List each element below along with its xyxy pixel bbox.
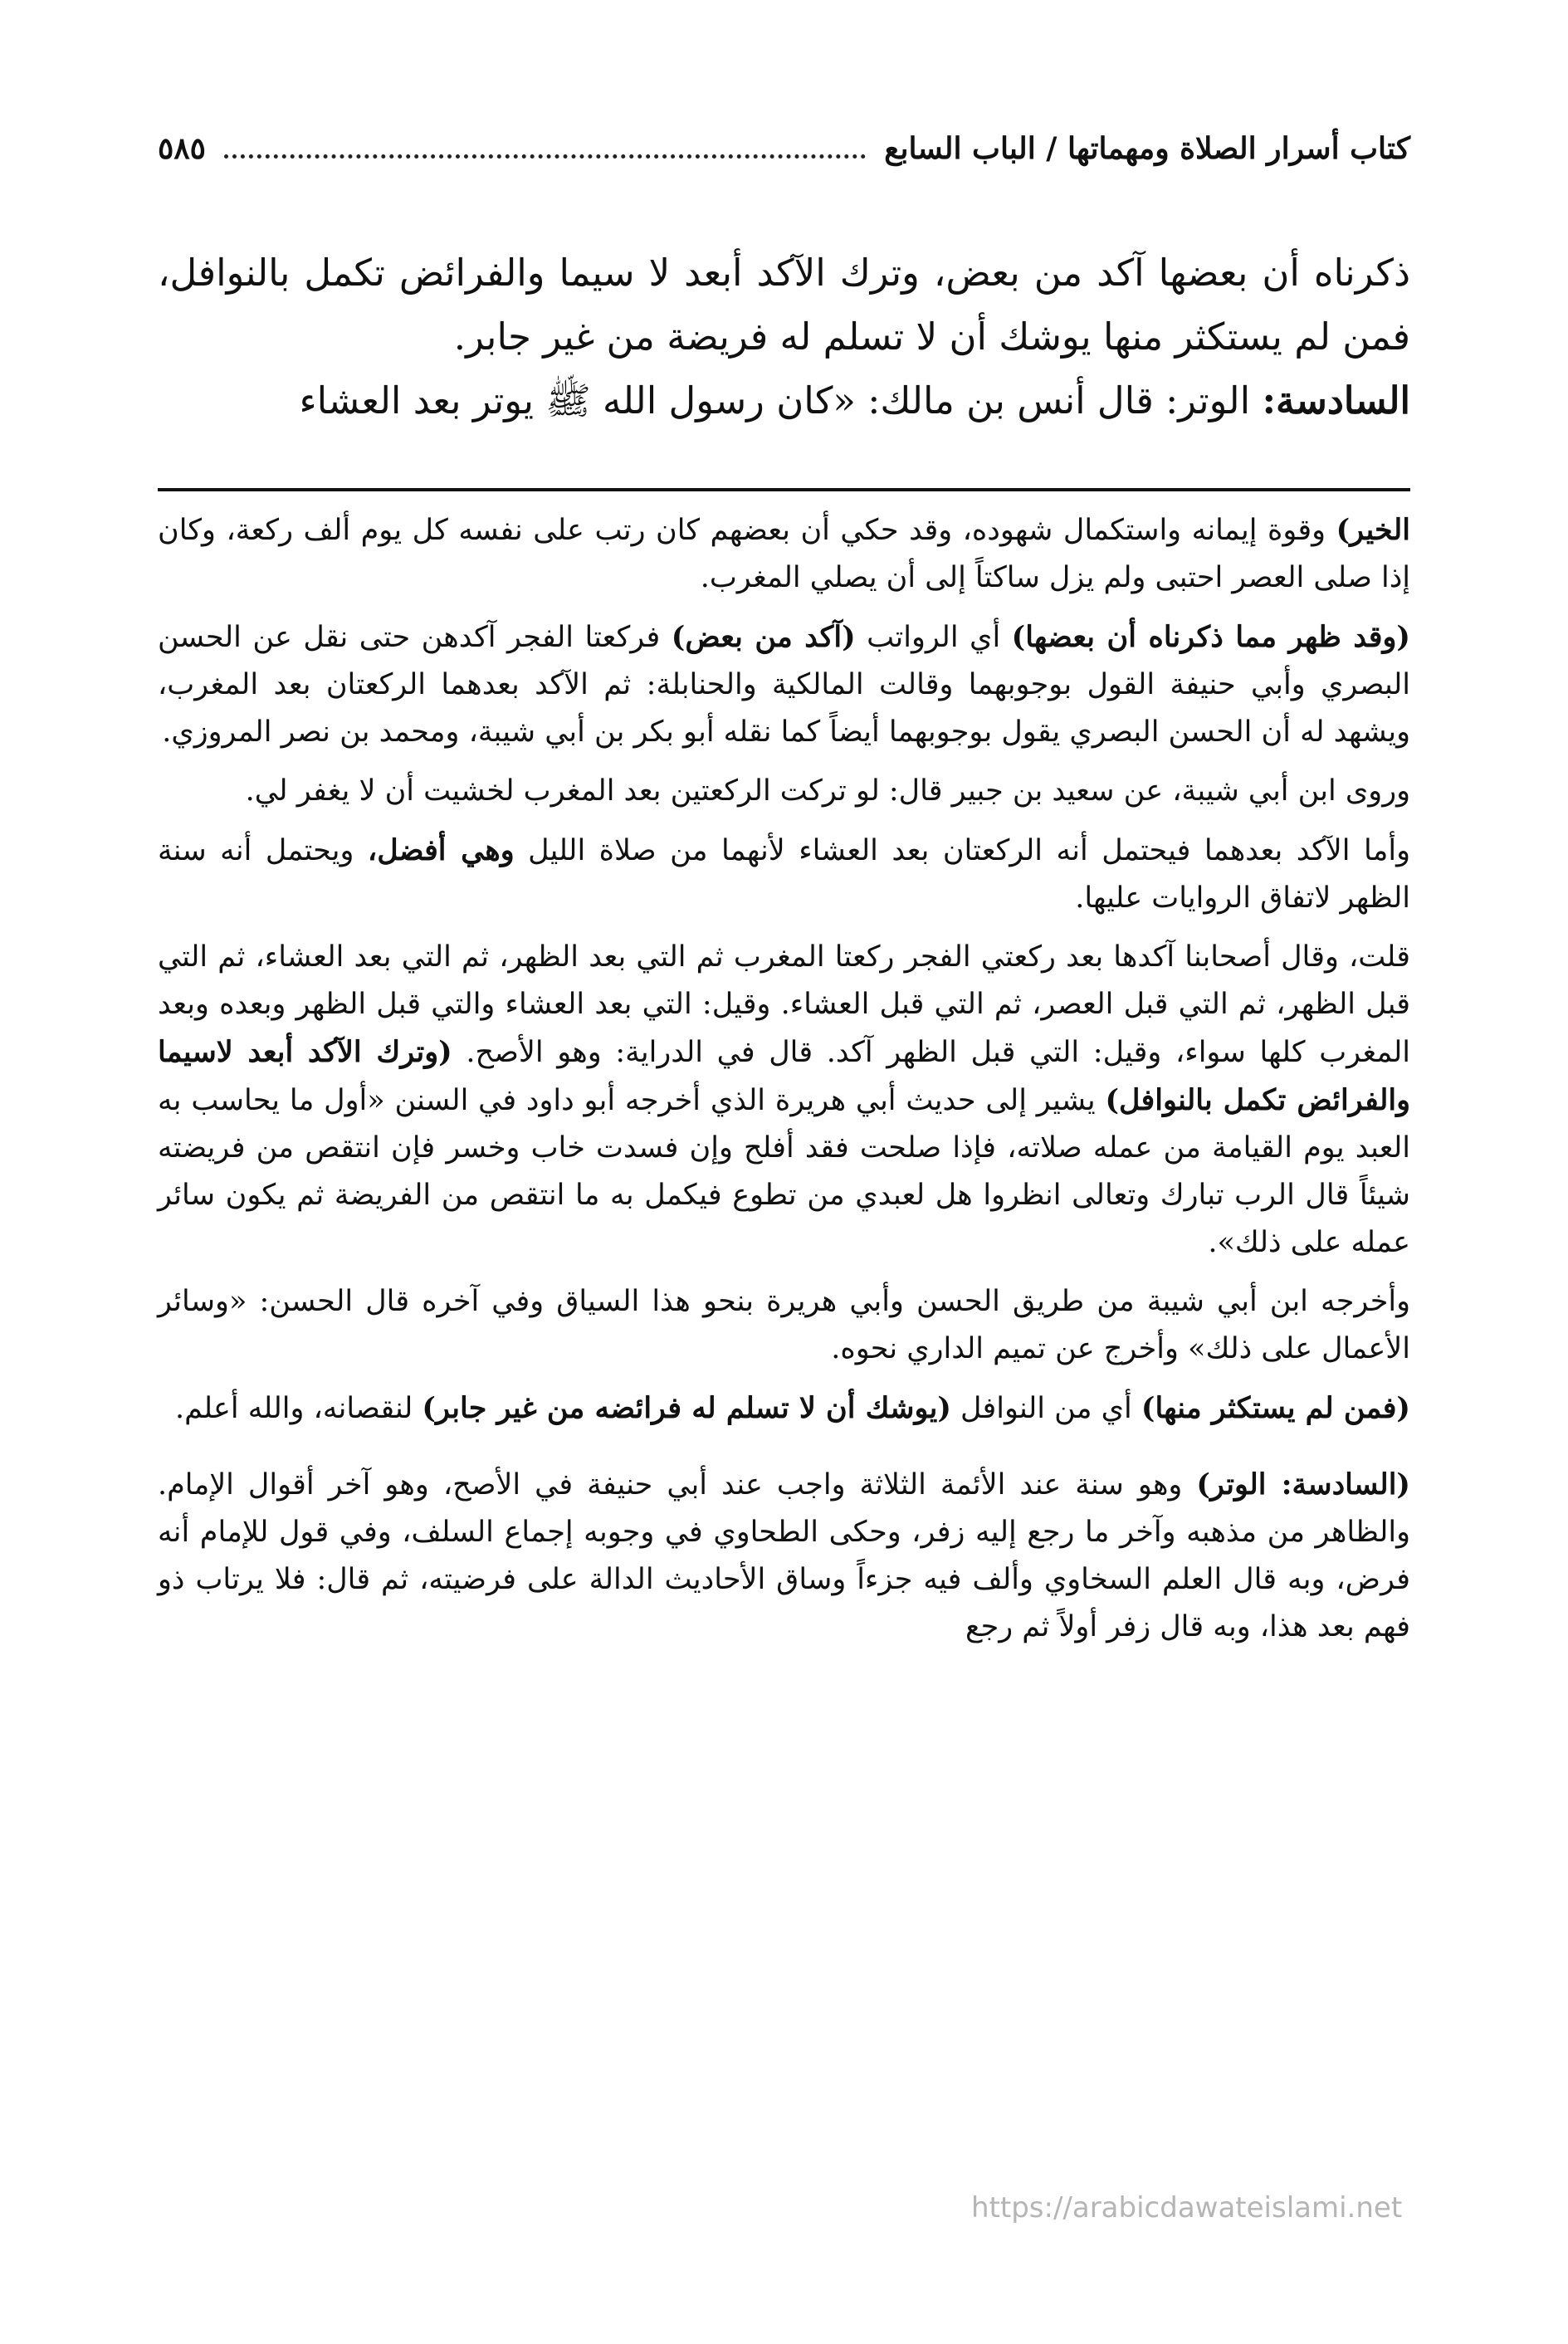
page-number: ٥٨٥ — [158, 131, 207, 166]
quoted-matn: (آكد من بعض) — [671, 620, 856, 654]
quoted-matn: (وقد ظهر مما ذكرناه أن بعضها) — [1011, 620, 1410, 654]
commentary-text: أي الرواتب — [867, 621, 1001, 654]
commentary-text: قلت، وقال أصحابنا آكدها بعد ركعتي الفجر ركعتا المغرب ثم التي بعد الظهر، ثم التي بعد العشاء، ثم التي قبل الظهر، ثم التي قبل العصر، ثم التي قبل العشاء. وقيل: التي بعد العشاء والتي قبل الظهر وبعده وبعد المغرب كلها سواء، وقيل: التي قبل الظهر آكد. قال في الدراية: وهو الأصح. — [158, 940, 1410, 1069]
commentary-paragraph — [158, 827, 1410, 922]
commentary-paragraph — [158, 768, 1410, 815]
quoted-matn: (وترك الآكد أبعد لاسيما والفرائض تكمل بالنوافل) — [158, 1035, 1410, 1117]
quoted-matn: (يوشك أن لا تسلم له فرائضه من غير جابر) — [422, 1391, 951, 1425]
commentary-paragraph — [158, 506, 1410, 602]
commentary-paragraph — [158, 934, 1410, 1267]
watermark-url: https://arabicdawateislami.net — [971, 2191, 1403, 2224]
quoted-matn: (السادسة: الوتر) — [1196, 1467, 1410, 1502]
commentary-paragraph — [158, 1384, 1410, 1433]
commentary-text: وأما الآكد بعدهما فيحتمل أنه الركعتان بعد العشاء لأنهما من صلاة الليل — [528, 834, 1410, 867]
section-label: السادسة: — [1262, 378, 1410, 422]
commentary-text: ويحتمل أنه سنة الظهر لاتفاق الروايات عليها. — [158, 834, 1410, 915]
commentary-paragraph — [158, 613, 1410, 756]
main-text — [158, 241, 1410, 432]
commentary-text: يشير إلى حديث أبي هريرة الذي أخرجه أبو داود في السنن «أول ما يحاسب به العبد يوم القيامة من عمله صلاته، فإذا صلحت فقد أفلح وإن فسدت خاب وخسر فإن انتقص من فريضته شيئاً قال الرب تبارك وتعالى انظروا هل لعبدي من تطوع فيكمل به ما انتقص من الفريضة ثم يكون سائر عمله على ذلك». — [158, 1084, 1410, 1259]
main-paragraph — [158, 241, 1410, 369]
commentary — [158, 506, 1410, 1663]
quoted-matn: الخير) — [1336, 513, 1410, 547]
main-line: الوتر: قال أنس بن مالك: «كان رسول الله ﷺ يوتر بعد العشاء — [299, 378, 1251, 422]
commentary-text: وأخرجه ابن أبي شيبة من طريق الحسن وأبي هريرة بنحو هذا السياق وفي آخره قال الحسن: «وسائر الأعمال على ذلك» وأخرج عن تميم الداري نحوه. — [158, 1285, 1410, 1365]
running-header — [158, 131, 1410, 167]
quoted-matn: وهي أفضل، — [367, 833, 515, 867]
commentary-text: وهو سنة عند الأئمة الثلاثة واجب عند أبي حنيفة في الأصح، وهو آخر أقوال الإمام. والظاهر من مذهبه وآخر ما رجع إليه زفر، وحكى الطحاوي في وجوبه إجماع السلف، وفي قول للإمام أنه فرض، وبه قال العلم السخاوي وألف فيه جزءاً وساق الأحاديث الدالة على فرضيته، ثم قال: فلا يرتاب ذو فهم بعد هذا، وبه قال زفر أولاً ثم رجع — [158, 1468, 1410, 1643]
quoted-matn: (فمن لم يستكثر منها) — [1141, 1391, 1410, 1425]
commentary-paragraph — [158, 1461, 1410, 1651]
commentary-text: لنقصانه، والله أعلم. — [175, 1392, 413, 1425]
chapter-title: كتاب أسرار الصلاة ومهماتها / الباب السابع — [884, 131, 1410, 166]
commentary-text: أي من النوافل — [960, 1392, 1132, 1425]
separator-rule — [158, 488, 1410, 491]
main-line: ذكرناه أن بعضها آكد من بعض، وترك الآكد أبعد لا سيما والفرائض تكمل بالنوافل، فمن لم يستكثر منها يوشك أن لا تسلم له فريضة من غير جابر. — [158, 251, 1410, 359]
commentary-text: وقوة إيمانه واستكمال شهوده، وقد حكي أن بعضهم كان رتب على نفسه كل يوم ألف ركعة، وكان إذا صلى العصر احتبى ولم يزل ساكتاً إلى أن يصلي المغرب. — [158, 514, 1410, 594]
main-paragraph-sixth — [158, 369, 1410, 432]
commentary-text: فركعتا الفجر آكدهن حتى نقل عن الحسن البصري وأبي حنيفة القول بوجوبهما وقالت المالكية والحنابلة: ثم الآكد بعدهما الركعتان بعد المغرب، ويشهد له أن الحسن البصري يقول بوجوبهما أيضاً كما نقله أبو بكر بن أبي شيبة، ومحمد بن نصر المروزي. — [158, 621, 1410, 749]
commentary-paragraph — [158, 1278, 1410, 1373]
leader-dots — [224, 154, 866, 159]
commentary-text: وروى ابن أبي شيبة، عن سعيد بن جبير قال: لو تركت الركعتين بعد المغرب لخشيت أن لا يغفر لي. — [245, 774, 1410, 808]
